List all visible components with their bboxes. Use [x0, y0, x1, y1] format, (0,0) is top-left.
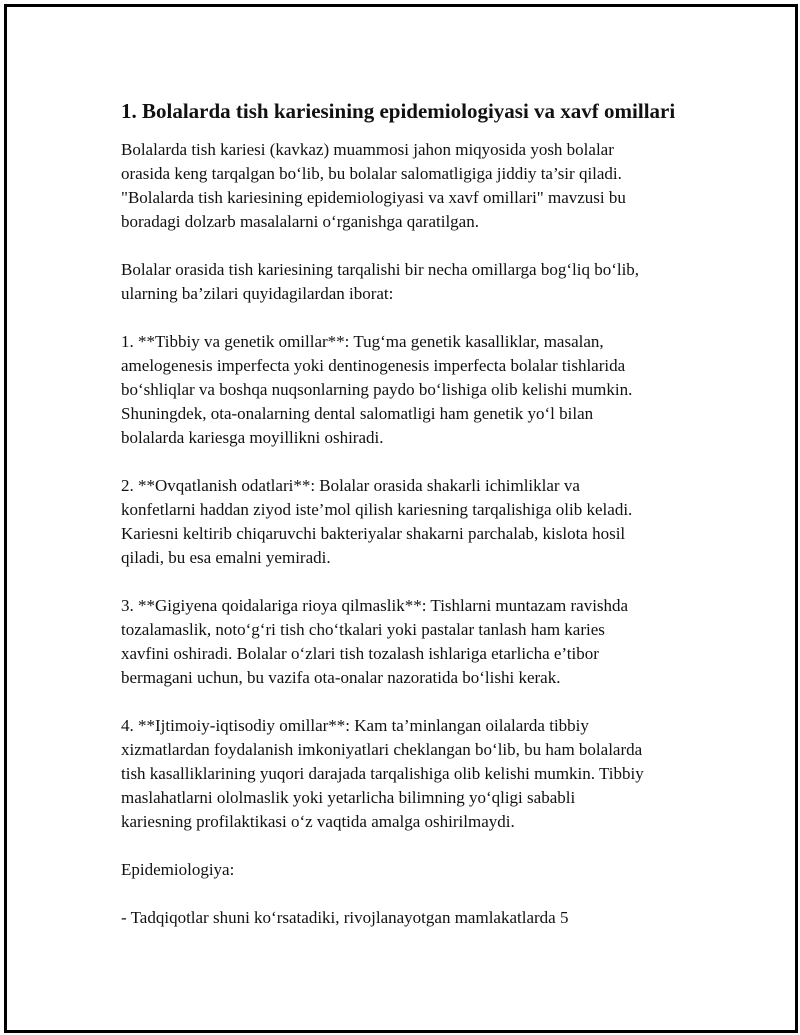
factor-hygiene: 3. **Gigiyena qoidalariga rioya qilmaslik**: Tishlarni muntazam ravishda tozalamaslik, noto‘g‘ri tish cho‘tkalari yoki pastalar tanlash ham karies xavfini oshiradi. Bolalar o‘zlari tish tozalash ishlariga etarlicha e’tibor bermagani uchun, bu vazifa ota-onalar nazoratida bo‘lishi kerak.	[121, 596, 629, 687]
epidemiology-item: - Tadqiqotlar shuni ko‘rsatadiki, rivojlanayotgan mamlakatlarda 5	[121, 908, 569, 927]
factor-socioeconomic: 4. **Ijtimoiy-iqtisodiy omillar**: Kam ta’minlangan oilalarda tibbiy xizmatlardan foydalanish imkoniyatlari cheklangan bo‘lib, bu ham bolalarda tish kasalliklarining yuqori darajada tarqalishiga olib kelishi mumkin. Tibbiy maslahatlarni ololmaslik yoki yetarlicha bilimning yo‘qligi sababli kariesning profilaktikasi o‘z vaqtida amalga oshirilmaydi.	[121, 716, 644, 831]
document-title: 1. Bolalarda tish kariesining epidemiologiyasi va xavf omillari	[121, 99, 676, 123]
epidemiology-heading: Epidemiologiya:	[121, 860, 235, 879]
factors-intro-paragraph: Bolalar orasida tish kariesining tarqalishi bir necha omillarga bog‘liq bo‘lib, ularning ba’zilari quyidagilardan iborat:	[121, 260, 640, 303]
intro-paragraph: Bolalarda tish kariesi (kavkaz) muammosi jahon miqyosida yosh bolalar orasida keng tarqalgan bo‘lib, bu bolalar salomatligiga jiddiy ta’sir qiladi. "Bolalarda tish kariesining epidemiologiyasi va xavf omillari" mavzusi bu boradagi dolzarb masalalarni o‘rganishga qaratilgan.	[121, 140, 626, 231]
page-frame	[4, 4, 798, 1033]
factor-medical-genetic: 1. **Tibbiy va genetik omillar**: Tug‘ma genetik kasalliklar, masalan, amelogenesis imperfecta yoki dentinogenesis imperfecta bolalar tishlarida bo‘shliqlar va boshqa nuqsonlarning paydo bo‘lishiga olib kelishi mumkin. Shuningdek, ota-onalarning dental salomatligi ham genetik yo‘l bilan bolalarda kariesga moyillikni oshiradi.	[121, 332, 633, 447]
factor-nutrition: 2. **Ovqatlanish odatlari**: Bolalar orasida shakarli ichimliklar va konfetlarni haddan ziyod iste’mol qilish kariesning tarqalishiga olib keladi. Kariesni keltirib chiqaruvchi bakteriyalar shakarni parchalab, kislota hosil qiladi, bu esa emalni yemiradi.	[121, 476, 633, 567]
document-body	[121, 98, 711, 954]
